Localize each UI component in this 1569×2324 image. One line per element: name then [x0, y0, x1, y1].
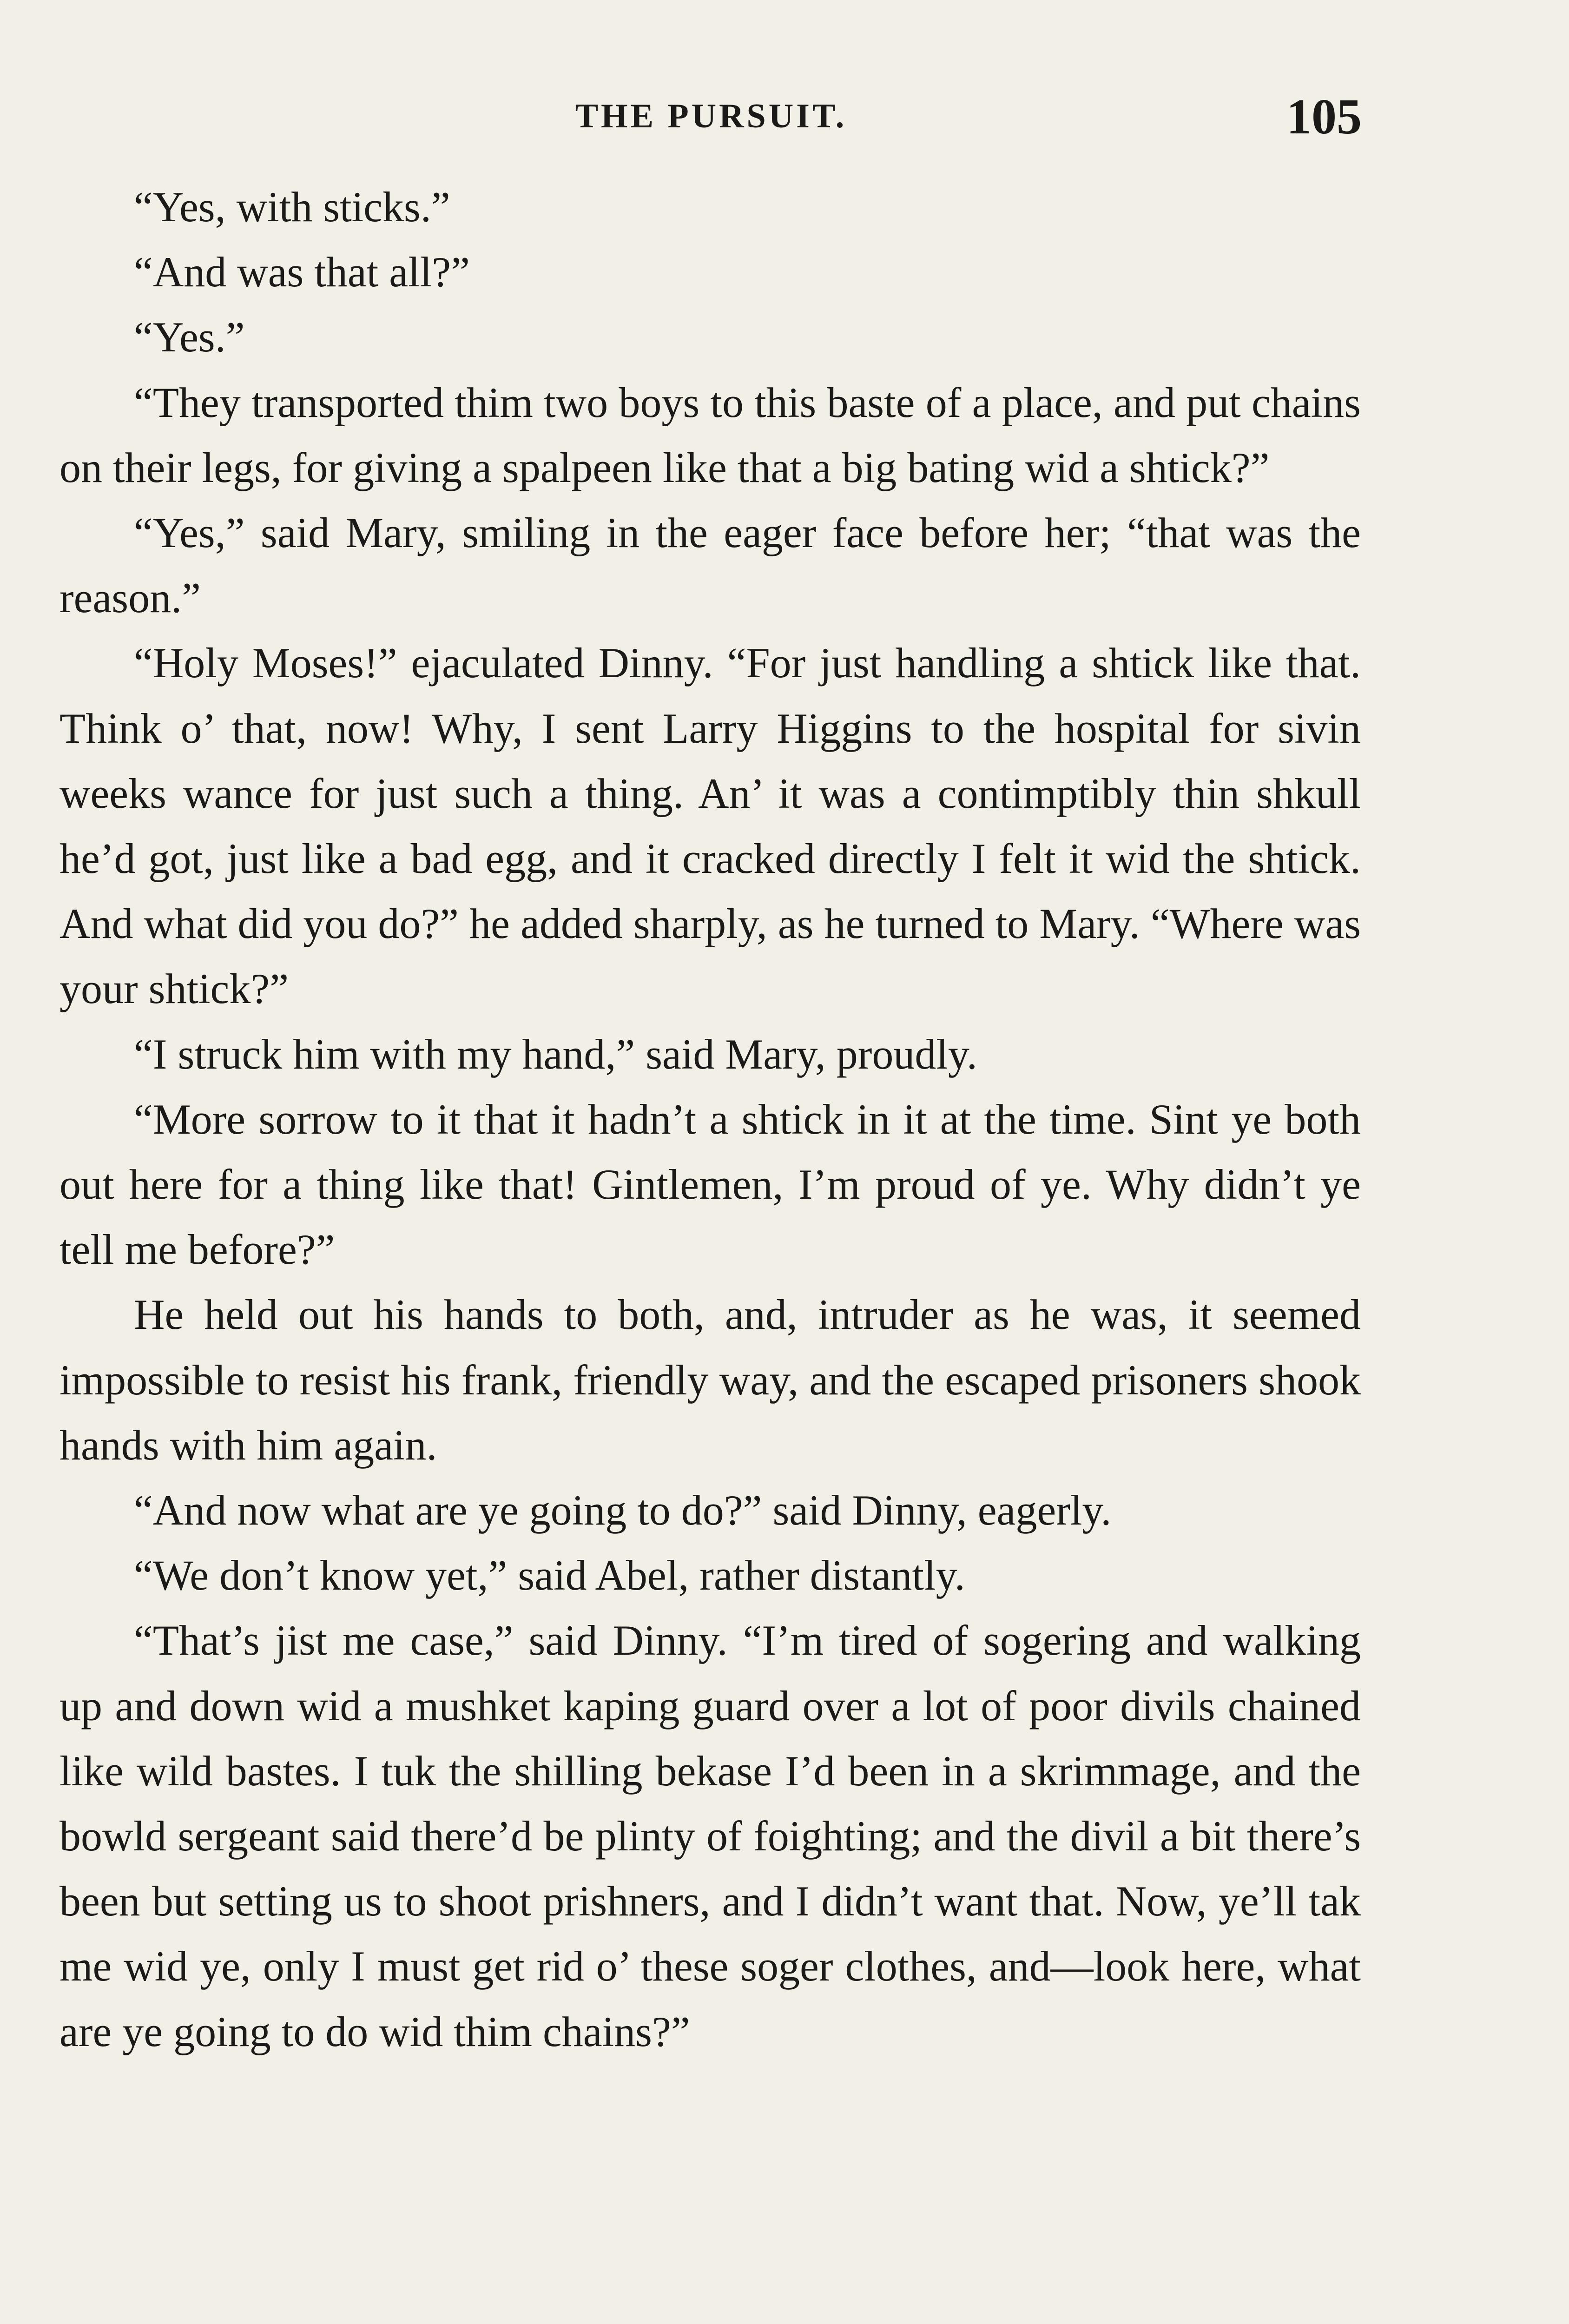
paragraph: “Yes.”	[134, 313, 245, 361]
paragraph: “They transported thim two boys to this baste of a place, and put chains on their legs, for giving a spalpeen like that a big bating wid a shtick?”	[59, 378, 1361, 491]
paragraph: He held out his hands to both, and, intruder as he was, it seemed impossible to resist his frank, friendly way, and the escaped prisoners shook hands with him again.	[59, 1291, 1361, 1469]
paragraph: “And now what are ye going to do?” said Dinny, eagerly.	[134, 1486, 1112, 1534]
paragraph: “That’s jist me case,” said Dinny. “I’m tired of sogering and walking up and down wid a mushket kaping guard over a lot of poor divils chained like wild bastes. I tuk the shilling bekase I’d been in a skrimmage, and the bowld sergeant said there’d be plinty of foighting; and the divil a bit there’s been but setting us to shoot prishners, and I didn’t want that. Now, ye’ll tak me wid ye, only I must get rid o’ these soger clothes, and—look here, what are ye going to do wid thim chains?”	[59, 1617, 1361, 2055]
chapter-title: THE PURSUIT.	[575, 97, 847, 135]
paragraph: “More sorrow to it that it hadn’t a shtick in it at the time. Sint ye both out here for a thing like that! Gintlemen, I’m proud of ye. Why didn’t ye tell me before?”	[59, 1095, 1361, 1274]
paragraph: “Holy Moses!” ejaculated Dinny. “For just handling a shtick like that. Think o’ that, now! Why, I sent Larry Higgins to the hospital for sivin weeks wance for just such a thing. An’ it was a contimptibly thin shkull he’d got, just like a bad egg, and it cracked directly I felt it wid the shtick. And what did you do?” he added sharply, as he turned to Mary. “Where was your shtick?”	[59, 639, 1361, 1013]
page-number: 105	[1286, 89, 1362, 145]
paragraph: “We don’t know yet,” said Abel, rather distantly.	[134, 1552, 965, 1599]
body-text	[59, 174, 1361, 2064]
paragraph: “Yes,” said Mary, smiling in the eager face before her; “that was the reason.”	[59, 509, 1361, 622]
paragraph: “And was that all?”	[134, 248, 470, 296]
paragraph: “I struck him with my hand,” said Mary, proudly.	[134, 1030, 977, 1078]
running-head	[60, 88, 1362, 149]
paragraph: “Yes, with sticks.”	[134, 183, 450, 231]
